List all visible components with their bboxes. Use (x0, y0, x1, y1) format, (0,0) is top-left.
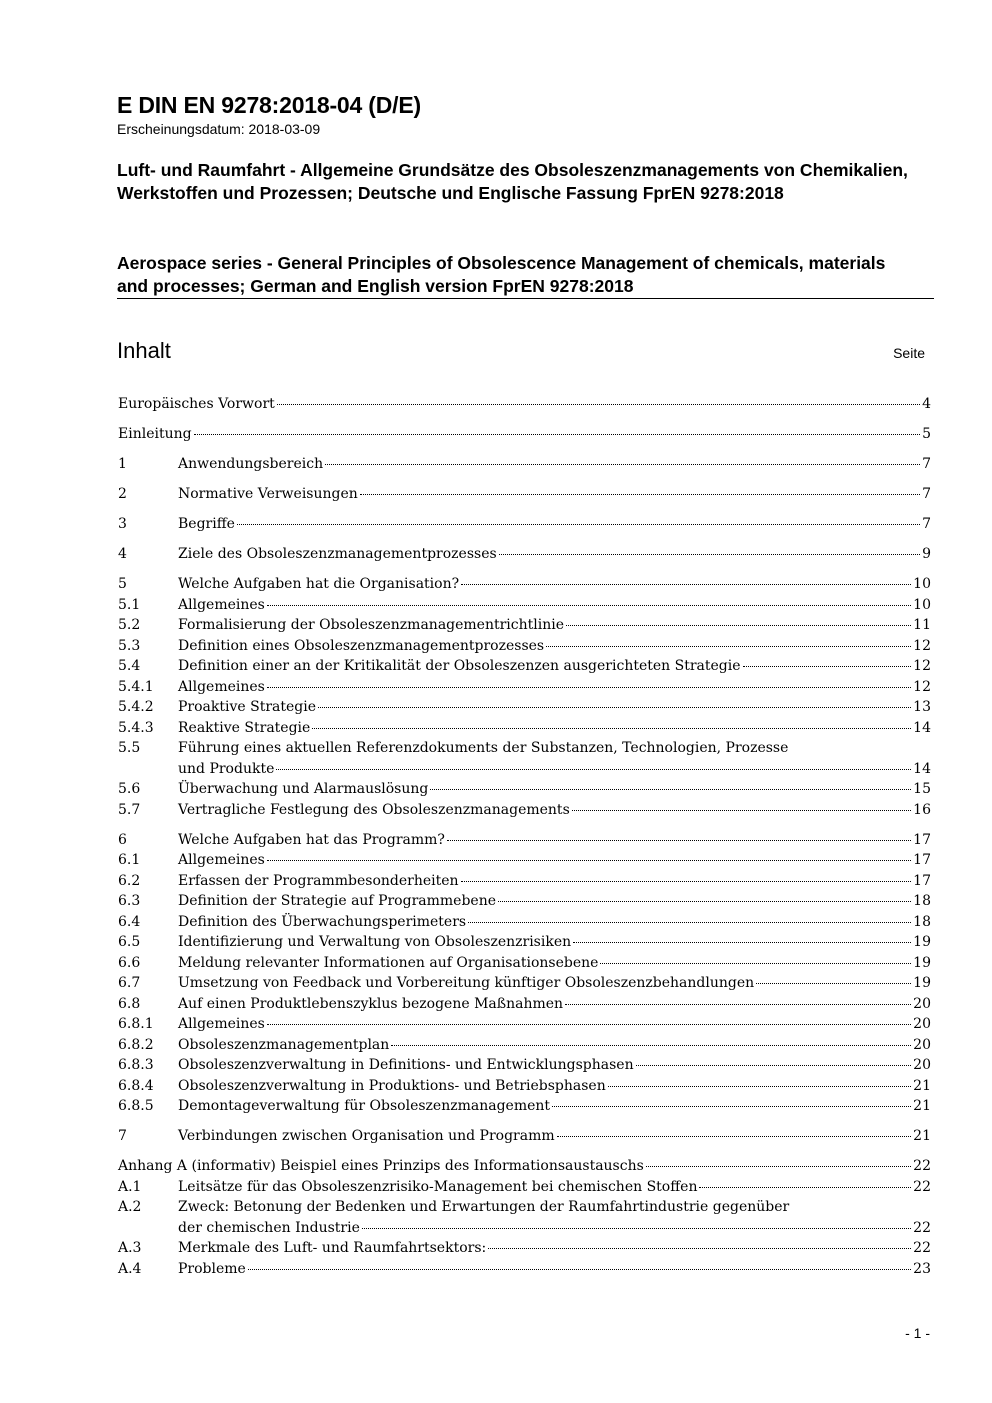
toc-entry-page: 14 (913, 760, 931, 777)
toc-dot-leader (756, 983, 911, 984)
toc-entry-page: 19 (913, 975, 931, 991)
toc-entry-title: Allgemeines (178, 596, 265, 613)
toc-entry[interactable] (118, 636, 931, 657)
toc-dot-leader (468, 922, 911, 923)
toc-entry[interactable] (118, 1259, 931, 1280)
toc-dot-leader (699, 1187, 911, 1188)
toc-entry-number: 5.4.2 (118, 699, 154, 715)
toc-entry-page: 9 (922, 546, 931, 562)
toc-entry-page: 10 (913, 576, 931, 592)
toc-dot-leader (391, 1045, 911, 1046)
toc-entry-number: 6.8.1 (118, 1016, 154, 1032)
toc-entry-number: 5.5 (118, 740, 141, 756)
toc-entry-title: Obsoleszenzverwaltung in Definitions- und Entwicklungsphasen (178, 1057, 634, 1073)
toc-entry-number: 6 (118, 831, 127, 848)
toc-dot-leader (488, 1248, 911, 1249)
toc-entry[interactable] (118, 850, 931, 871)
toc-dot-leader (636, 1065, 912, 1066)
toc-dot-leader (573, 942, 911, 943)
toc-entry-title: Obsoleszenzverwaltung in Produktions- und Betriebsphasen (178, 1077, 606, 1094)
toc-dot-leader (499, 554, 920, 555)
toc-dot-leader (566, 625, 911, 626)
toc-entry-title: Verbindungen zwischen Organisation und Programm (178, 1128, 555, 1144)
toc-entry-number: 5.4.3 (118, 719, 154, 736)
toc-dot-leader (546, 646, 911, 647)
toc-entry-number: 6.4 (118, 913, 141, 930)
title-german: Luft- und Raumfahrt - Allgemeine Grundsätze des Obsoleszenzmanagements von Chemikalien, Werkstoffen und Prozessen; Deutsche und Englische Fassung FprEN 9278:2018 (117, 160, 908, 203)
toc-entry-page: 22 (913, 1219, 931, 1236)
toc-entry-number: 5.4 (118, 658, 141, 674)
toc-entry[interactable] (118, 779, 931, 800)
toc-entry[interactable] (118, 394, 931, 415)
toc-entry-title: Allgemeines (178, 678, 265, 695)
toc-entry-page: 5 (922, 426, 931, 442)
toc-entry[interactable] (118, 1197, 931, 1238)
toc-entry-number: 5.1 (118, 596, 141, 613)
toc-entry-page: 4 (922, 396, 931, 412)
toc-entry-title: Ziele des Obsoleszenzmanagementprozesses (178, 546, 497, 562)
toc-entry-number: 6.6 (118, 954, 141, 971)
toc-entry-page: 23 (913, 1260, 931, 1277)
toc-entry-number: 6.8.2 (118, 1036, 154, 1053)
title-english: Aerospace series - General Principles of Obsolescence Management of chemicals, materials and processes; German and English version FprEN 9278:2018 (117, 253, 886, 296)
publication-date: Erscheinungsdatum: 2018-03-09 (117, 121, 321, 137)
toc-entry-number: 6.5 (118, 934, 141, 950)
toc-entry-page: 17 (913, 852, 931, 868)
toc-entry-title: Anwendungsbereich (178, 456, 324, 472)
toc-entry-title: Definition einer an der Kritikalität der Obsoleszenzen ausgerichteten Strategie (178, 658, 741, 674)
toc-entry-number: 6.2 (118, 872, 141, 889)
toc-dot-leader (565, 1004, 911, 1005)
toc-entry-title: Formalisierung der Obsoleszenzmanagementrichtlinie (178, 617, 564, 633)
toc-entry-title: Meldung relevanter Informationen auf Organisationsebene (178, 954, 599, 971)
toc-entry[interactable] (118, 973, 931, 994)
toc-dot-leader (557, 1136, 912, 1137)
toc-dot-leader (498, 901, 911, 902)
toc-entry-title-continued: und Produkte (178, 760, 275, 777)
toc-entry-number: 5.2 (118, 617, 141, 633)
toc-entry-page: 7 (922, 516, 931, 532)
toc-dot-leader (461, 881, 912, 882)
toc-entry-number: 1 (118, 456, 127, 472)
toc-entry[interactable] (118, 891, 931, 912)
toc-dot-leader (318, 707, 911, 708)
toc-entry[interactable] (118, 1156, 931, 1177)
toc-entry-page: 7 (922, 486, 931, 502)
toc-entry-number: 7 (118, 1128, 127, 1144)
toc-entry-page: 21 (913, 1077, 931, 1094)
toc-entry-title: Allgemeines (178, 852, 265, 868)
toc-dot-leader (312, 728, 911, 729)
toc-entry-title: Definition des Überwachungsperimeters (178, 913, 467, 930)
toc-entry-number: A.4 (118, 1260, 142, 1277)
toc-entry[interactable] (118, 697, 931, 718)
toc-entry-page: 12 (913, 678, 931, 695)
toc-entry-title: Begriffe (178, 516, 235, 532)
toc-entry-number: A.2 (118, 1199, 142, 1215)
toc-entry-title: Zweck: Betonung der Bedenken und Erwartungen der Raumfahrtindustrie gegenüber (178, 1199, 790, 1215)
toc-heading: Inhalt (117, 338, 171, 363)
toc-entry-page: 20 (913, 1057, 931, 1073)
toc-entry[interactable] (118, 994, 931, 1015)
document-title: E DIN EN 9278:2018-04 (D/E) (117, 92, 421, 118)
toc-entry-title: Vertragliche Festlegung des Obsoleszenzmanagements (178, 801, 570, 818)
toc-dot-leader (194, 434, 921, 435)
toc-page-column-label: Seite (893, 345, 925, 361)
toc-dot-leader (646, 1166, 911, 1167)
toc-entry[interactable] (118, 871, 931, 892)
toc-entry-title: Welche Aufgaben hat die Organisation? (178, 576, 460, 592)
toc-entry[interactable] (118, 718, 931, 739)
page-number: - 1 - (905, 1325, 930, 1341)
toc-entry-number: 5 (118, 576, 127, 592)
toc-entry[interactable] (118, 1035, 931, 1056)
toc-dot-leader (362, 1228, 911, 1229)
toc-entry-page: 17 (913, 831, 931, 848)
toc-dot-leader (360, 494, 920, 495)
toc-entry-page: 20 (913, 995, 931, 1012)
toc-entry-number: A.1 (118, 1178, 142, 1195)
toc-entry[interactable] (118, 544, 931, 565)
toc-entry-page: 19 (913, 954, 931, 971)
toc-entry-title: Normative Verweisungen (178, 486, 358, 502)
toc-entry-page: 21 (913, 1098, 931, 1114)
toc-entry-page: 22 (913, 1158, 931, 1174)
toc-entry[interactable] (118, 738, 931, 779)
toc-entry-title: Welche Aufgaben hat das Programm? (178, 831, 445, 848)
toc-dot-leader (248, 1269, 911, 1270)
toc-entry-number: 6.8.3 (118, 1057, 154, 1073)
toc-entry-page: 19 (913, 934, 931, 950)
toc-entry-page: 12 (913, 637, 931, 654)
toc-entry-title: Europäisches Vorwort (118, 396, 275, 412)
toc-dot-leader (552, 1106, 911, 1107)
toc-entry-title: Definition der Strategie auf Programmebene (178, 893, 496, 909)
toc-entry-title: Definition eines Obsoleszenzmanagementprozesses (178, 637, 545, 654)
toc-entry[interactable] (118, 1055, 931, 1076)
toc-entry-title: Demontageverwaltung für Obsoleszenzmanagement (178, 1098, 551, 1114)
toc-entry-page: 18 (913, 913, 931, 930)
toc-entry[interactable] (118, 1126, 931, 1147)
toc-entry-title: Führung eines aktuellen Referenzdokuments der Substanzen, Technologien, Prozesse (178, 740, 789, 756)
toc-entry[interactable] (118, 800, 931, 821)
toc-entry-number: 5.7 (118, 801, 141, 818)
toc-entry[interactable] (118, 912, 931, 933)
toc-entry[interactable] (118, 953, 931, 974)
toc-entry-number: 3 (118, 516, 127, 532)
toc-entry[interactable] (118, 1238, 931, 1259)
toc-entry-page: 21 (913, 1128, 931, 1144)
toc-entry-number: 5.4.1 (118, 678, 154, 695)
toc-entry[interactable] (118, 1177, 931, 1198)
table-of-contents (118, 394, 931, 1279)
toc-dot-leader (237, 524, 920, 525)
toc-entry-number: 2 (118, 486, 127, 502)
toc-entry-title: Merkmale des Luft- und Raumfahrtsektors: (178, 1240, 487, 1256)
toc-entry-page: 12 (913, 658, 931, 674)
toc-dot-leader (447, 840, 911, 841)
toc-entry-number: 5.3 (118, 637, 141, 654)
toc-entry[interactable] (118, 656, 931, 677)
toc-entry-number: 6.7 (118, 975, 141, 991)
toc-entry[interactable] (118, 514, 931, 535)
toc-entry-number: 6.3 (118, 893, 141, 909)
toc-dot-leader (608, 1086, 911, 1087)
toc-dot-leader (572, 810, 911, 811)
toc-dot-leader (277, 404, 920, 405)
toc-entry-title: Erfassen der Programmbesonderheiten (178, 872, 459, 889)
toc-dot-leader (461, 584, 911, 585)
toc-dot-leader (743, 666, 912, 667)
toc-entry-page: 22 (913, 1240, 931, 1256)
toc-dot-leader (430, 789, 911, 790)
toc-entry[interactable] (118, 574, 931, 595)
toc-entry[interactable] (118, 830, 931, 851)
toc-dot-leader (325, 464, 920, 465)
toc-entry-page: 13 (913, 699, 931, 715)
title-divider (117, 298, 934, 299)
toc-dot-leader (267, 1024, 911, 1025)
toc-entry[interactable] (118, 615, 931, 636)
toc-entry-title: Obsoleszenzmanagementplan (178, 1036, 390, 1053)
toc-entry[interactable] (118, 1096, 931, 1117)
toc-entry-title: Identifizierung und Verwaltung von Obsoleszenzrisiken (178, 934, 572, 950)
toc-entry[interactable] (118, 454, 931, 475)
toc-entry-title: Umsetzung von Feedback und Vorbereitung künftiger Obsoleszenzbehandlungen (178, 975, 755, 991)
toc-entry-title: Leitsätze für das Obsoleszenzrisiko-Management bei chemischen Stoffen (178, 1178, 698, 1195)
toc-entry-number: 6.8 (118, 995, 141, 1012)
toc-entry-page: 7 (922, 456, 931, 472)
toc-entry-title: Überwachung und Alarmauslösung (178, 781, 429, 797)
toc-entry-page: 17 (913, 872, 931, 889)
toc-entry-title: Auf einen Produktlebenszyklus bezogene Maßnahmen (178, 995, 564, 1012)
toc-entry-title-continued: der chemischen Industrie (178, 1219, 360, 1236)
toc-entry-page: 22 (913, 1178, 931, 1195)
toc-entry-page: 10 (913, 596, 931, 613)
toc-entry-number: 6.8.4 (118, 1077, 154, 1094)
toc-entry-number: 6.1 (118, 852, 141, 868)
toc-entry-number: 4 (118, 546, 127, 562)
toc-entry-number: A.3 (118, 1240, 142, 1256)
toc-entry-page: 20 (913, 1036, 931, 1053)
toc-entry-number: 6.8.5 (118, 1098, 154, 1114)
toc-dot-leader (267, 687, 911, 688)
toc-dot-leader (267, 605, 911, 606)
toc-entry[interactable] (118, 424, 931, 445)
toc-entry-page: 16 (913, 801, 931, 818)
toc-entry-page: 15 (913, 781, 931, 797)
toc-entry[interactable] (118, 484, 931, 505)
toc-entry-number: 5.6 (118, 781, 141, 797)
toc-entry-title: Proaktive Strategie (178, 699, 317, 715)
toc-entry-title: Reaktive Strategie (178, 719, 311, 736)
toc-dot-leader (600, 963, 911, 964)
toc-entry-title: Einleitung (118, 426, 192, 442)
toc-entry[interactable] (118, 932, 931, 953)
toc-entry[interactable] (118, 677, 931, 698)
toc-entry[interactable] (118, 1014, 931, 1035)
toc-entry[interactable] (118, 1076, 931, 1097)
toc-dot-leader (276, 769, 911, 770)
toc-dot-leader (267, 860, 911, 861)
toc-entry-page: 11 (913, 617, 931, 633)
toc-entry-title: Anhang A (informativ) Beispiel eines Prinzips des Informationsaustauschs (118, 1158, 644, 1174)
toc-entry-page: 18 (913, 893, 931, 909)
toc-entry-title: Probleme (178, 1260, 246, 1277)
toc-entry[interactable] (118, 595, 931, 616)
toc-entry-page: 14 (913, 719, 931, 736)
toc-entry-title: Allgemeines (178, 1016, 265, 1032)
toc-entry-page: 20 (913, 1016, 931, 1032)
